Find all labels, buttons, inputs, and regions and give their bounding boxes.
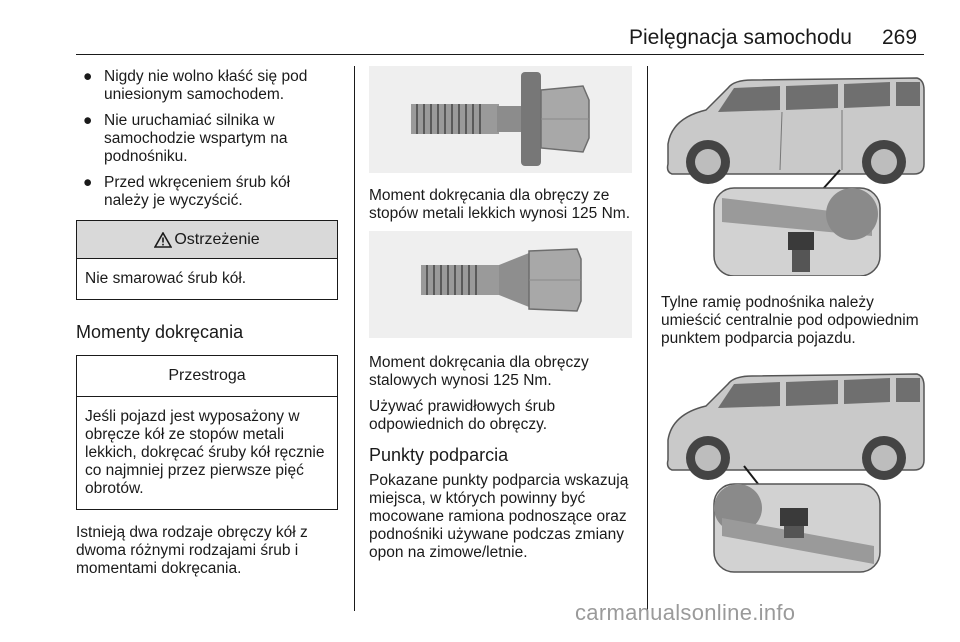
warning-text: Nie smarować śrub kół. (85, 270, 247, 287)
column-separator (647, 66, 648, 611)
paragraph: Istnieją dwa rodzaje obręczy kół z dwoma różnymi rodzajami śrub i momentami dokręcania. (76, 524, 308, 577)
caution-text: Jeśli pojazd jest wyposażony w obręcze kół ze stopów metali lekkich, dokręcać śruby kół ręcznie co najmniej przez pierwsze pięć obrotów. (85, 408, 325, 497)
van-front-jacking-point-illustration (662, 368, 927, 574)
warning-triangle-icon (154, 232, 172, 248)
steel-wheel-bolt-illustration (369, 231, 632, 338)
page-number: 269 (882, 26, 918, 49)
paragraph: Pokazane punkty podparcia wskazują miejsca, w których powinny być mocowane ramiona podnoszące oraz podnośniki używane podczas zmiany opon na zimowe/letnie. (369, 472, 629, 561)
header-rule (76, 54, 924, 55)
figure-caption: Moment dokręcania dla obręczy ze stopów metali lekkich wynosi 125 Nm. (369, 187, 631, 222)
column-separator (354, 66, 355, 611)
caution-box (76, 355, 338, 510)
list-item: ● Przed wkręceniem śrub kół należy je wyczyścić. (83, 174, 291, 209)
figure-caption: Tylne ramię podnośnika należy umieścić centralnie pod odpowiednim punktem podparcia pojazdu. (661, 294, 919, 347)
column-left (76, 68, 338, 578)
van-rear-jacking-point-illustration (662, 66, 927, 276)
column-right (662, 66, 932, 579)
column-middle (369, 66, 634, 562)
section-heading: Punkty podparcia (369, 445, 509, 465)
warning-title: Ostrzeżenie (174, 230, 260, 248)
list-item: ● Nigdy nie wolno kłaść się pod uniesionym samochodem. (83, 68, 308, 103)
figure-caption: Moment dokręcania dla obręczy stalowych wynosi 125 Nm. (369, 354, 589, 389)
alloy-wheel-bolt-illustration (369, 66, 632, 173)
running-header-title: Pielęgnacja samochodu (629, 26, 852, 49)
warning-box-header (77, 221, 337, 259)
watermark: carmanualsonline.info (575, 600, 796, 625)
list-item: ● Nie uruchamiać silnika w samochodzie wspartym na podnośniku. (83, 112, 288, 165)
bullet-list (76, 68, 338, 210)
caution-box-header: Przestroga (77, 356, 337, 397)
warning-box (76, 220, 338, 300)
section-heading: Momenty dokręcania (76, 322, 244, 342)
paragraph: Używać prawidłowych śrub odpowiednich do obręczy. (369, 398, 556, 433)
